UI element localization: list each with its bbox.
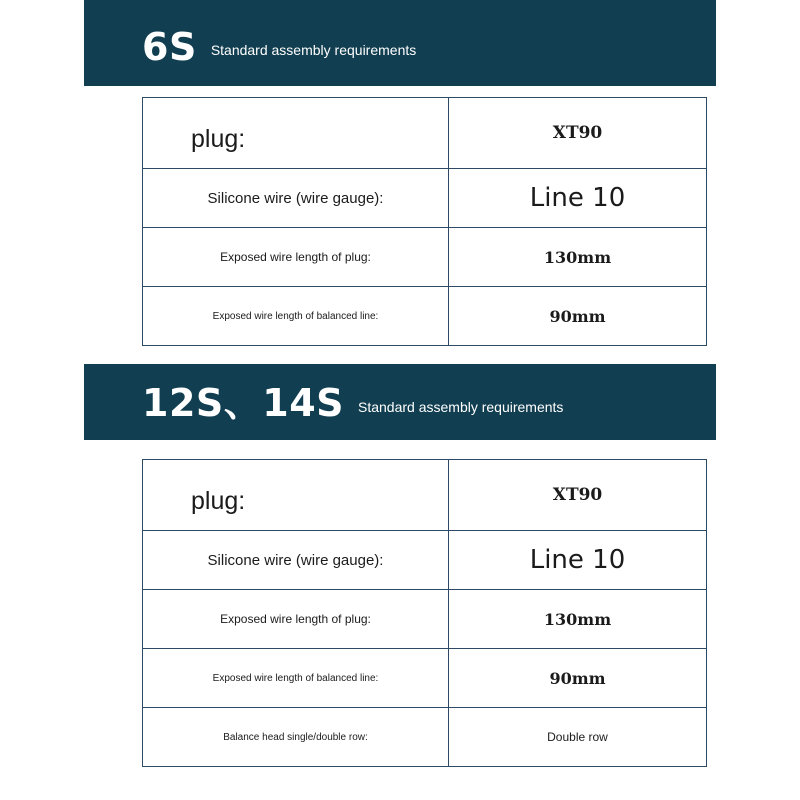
row-value: XT90 [449, 98, 707, 169]
row-value: 90mm [449, 287, 707, 346]
row-label: Exposed wire length of plug: [143, 228, 449, 287]
row-value: 130mm [449, 590, 707, 649]
table-row [143, 590, 707, 649]
table-row [143, 531, 707, 590]
section-title: 6S [142, 25, 197, 69]
row-label: Exposed wire length of balanced line: [143, 649, 449, 708]
row-label: Silicone wire (wire gauge): [143, 531, 449, 590]
row-label: plug: [143, 98, 449, 169]
table-row [143, 287, 707, 346]
table-row [143, 649, 707, 708]
row-label: Exposed wire length of plug: [143, 590, 449, 649]
row-value: Line 10 [449, 169, 707, 228]
spec-table-12s-14s [142, 459, 707, 767]
table-row [143, 228, 707, 287]
row-label: Exposed wire length of balanced line: [143, 287, 449, 346]
table-row [143, 169, 707, 228]
section-subtitle: Standard assembly requirements [210, 42, 417, 58]
row-value: Line 10 [449, 531, 707, 590]
row-value: 130mm [449, 228, 707, 287]
row-value: XT90 [449, 460, 707, 531]
row-label: Balance head single/double row: [143, 708, 449, 767]
spec-table-6s [142, 97, 707, 346]
table-row [143, 460, 707, 531]
row-value: 90mm [449, 649, 707, 708]
row-value: Double row [449, 708, 707, 767]
section-title: 12S、14S [142, 381, 344, 425]
row-label: Silicone wire (wire gauge): [143, 169, 449, 228]
row-label: plug: [143, 460, 449, 531]
section-header-12s-14s [84, 364, 716, 440]
section-header-6s [84, 0, 716, 86]
section-subtitle: Standard assembly requirements [358, 399, 564, 415]
table-row [143, 708, 707, 767]
table-row [143, 98, 707, 169]
